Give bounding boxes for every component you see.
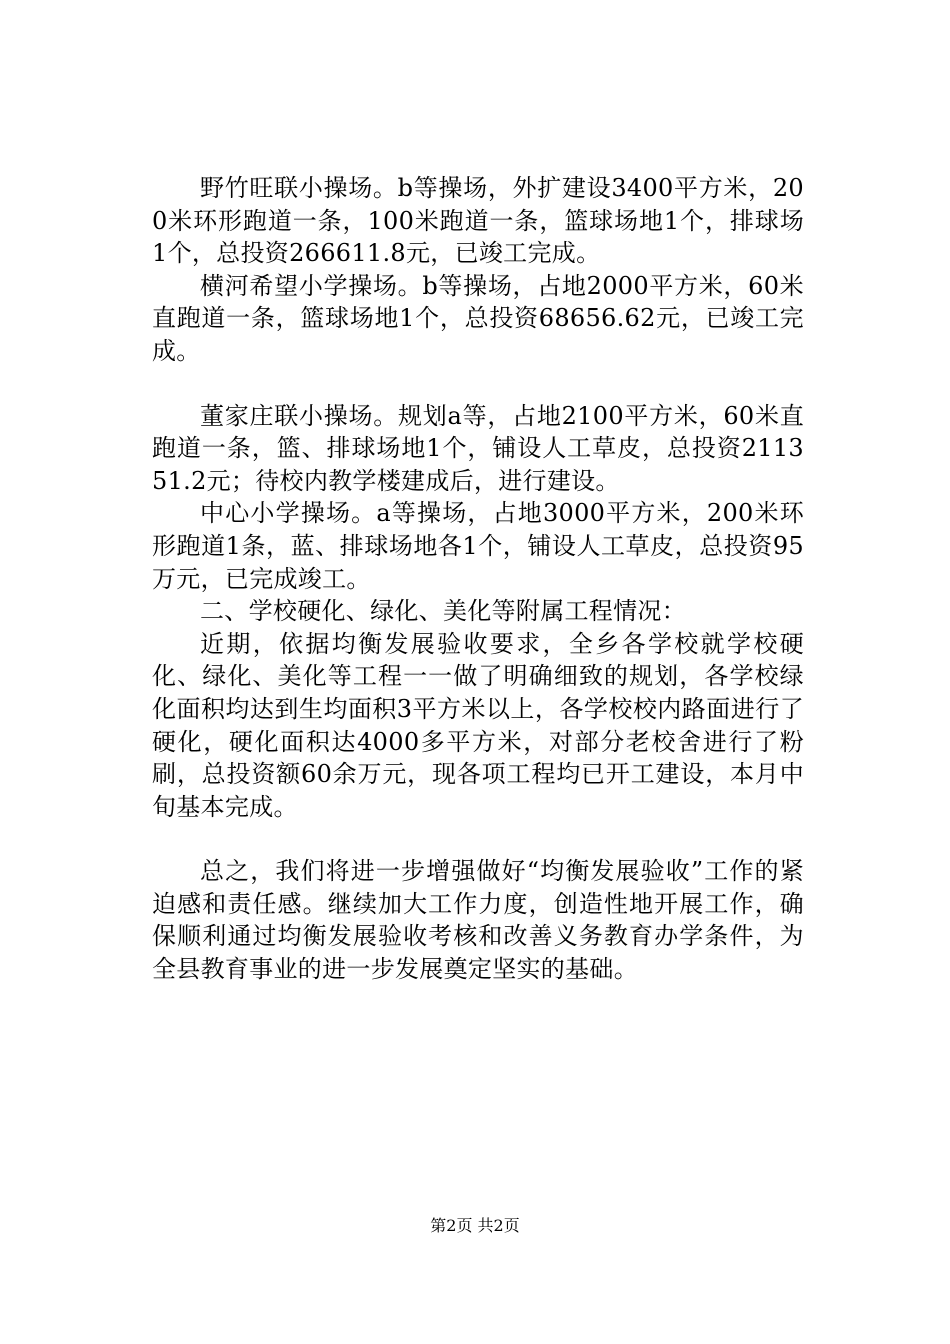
page-number-footer: 第2页 共2页 bbox=[430, 1216, 520, 1235]
paragraph-dongjiazhuang-playground: 董家庄联小操场。规划a等，占地2100平方米，60米直跑道一条，篮、排球场地1个，铺设人工草皮，总投资211351.2元；待校内教学楼建成后，进行建设。 bbox=[152, 401, 804, 495]
section-heading-auxiliary-works: 二、学校硬化、绿化、美化等附属工程情况： bbox=[200, 597, 686, 626]
document-body bbox=[152, 172, 804, 986]
paragraph-auxiliary-works: 近期，依据均衡发展验收要求，全乡各学校就学校硬化、绿化、美化等工程一一做了明确细致的规划，各学校绿化面积均达到生均面积3平方米以上，各学校校内路面进行了硬化，硬化面积达4000多平方米，对部分老校舍进行了粉刷，总投资额60余万元，现各项工程均已开工建设，本月中旬基本完成。 bbox=[152, 629, 804, 821]
paragraph-yezhuwang-playground: 野竹旺联小操场。b等操场，外扩建设3400平方米，200米环形跑道一条，100米跑道一条，篮球场地1个，排球场1个，总投资266611.8元，已竣工完成。 bbox=[152, 174, 804, 268]
paragraph-conclusion: 总之，我们将进一步增强做好“均衡发展验收”工作的紧迫感和责任感。继续加大工作力度，创造性地开展工作，确保顺利通过均衡发展验收考核和改善义务教育办学条件，为全县教育事业的进一步发展奠定坚实的基础。 bbox=[152, 857, 804, 984]
paragraph-henghe-playground: 横河希望小学操场。b等操场，占地2000平方米，60米直跑道一条，篮球场地1个，总投资68656.62元，已竣工完成。 bbox=[152, 271, 804, 365]
paragraph-central-school-playground: 中心小学操场。a等操场，占地3000平方米，200米环形跑道1条，蓝、排球场地各1个，铺设人工草皮，总投资95万元，已完成竣工。 bbox=[152, 499, 804, 593]
paragraph-gap bbox=[152, 368, 804, 400]
paragraph-gap bbox=[152, 823, 804, 855]
